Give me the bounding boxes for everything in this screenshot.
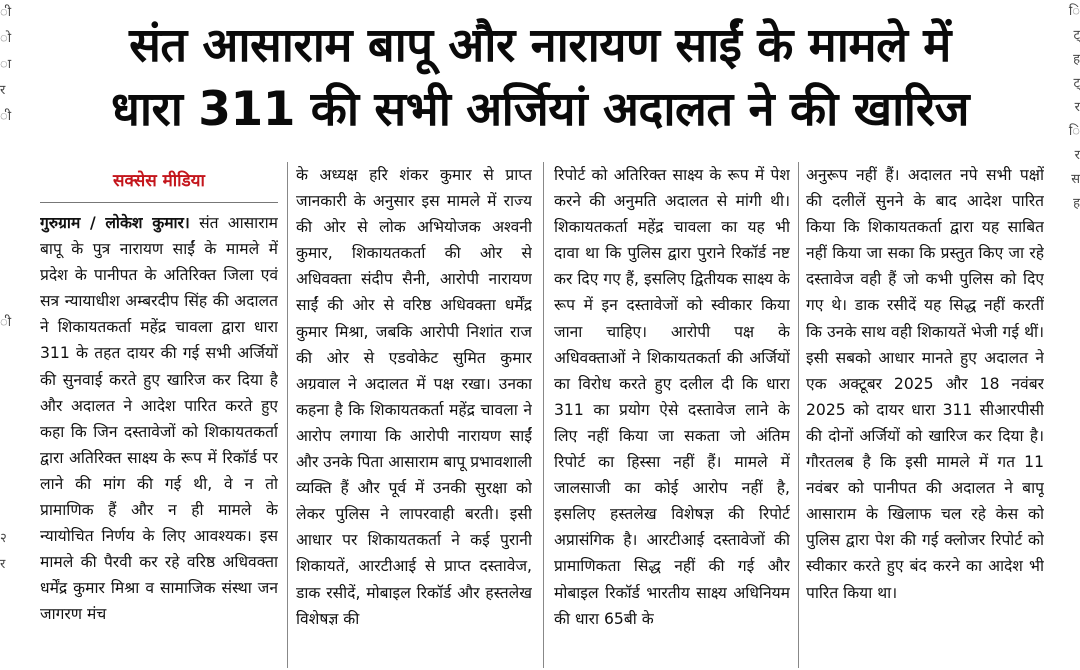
edge-text: र bbox=[0, 557, 6, 572]
column-4-text: अनुरूप नहीं हैं। अदालत नपे सभी पक्षों की दलीलें सुनने के बाद आदेश पारित किया कि शिकायतकर्ता द्वारा यह साबित नहीं किया जा सका कि प्रस्तुत किए जा रहे दस्तावेज वही हैं जो कभी पुलिस को दिए गए थे। डाक रसीदें यह सिद्ध नहीं करतीं कि उनके साथ वही शिकायतें भेजी गई थीं। इसी सबको आधार मानते हुए अदालत ने एक अक्टूबर 2025 और 18 नवंबर 2025 को दायर धारा 311 सीआरपीसी की दोनों अर्जियों को खारिज कर दिया है। गौरतलब है कि इसी मामले में गत 11 नवंबर को पानीपत की अदालत ने बापू आसाराम के खिलाफ चल रहे केस को पुलिस द्वारा पेश की गई क्लोजर रिपोर्ट को स्वीकार करते हुए बंद करने का आदेश भी पारित किया था। bbox=[806, 166, 1044, 602]
column-divider bbox=[287, 162, 288, 668]
edge-text: ो bbox=[0, 31, 12, 46]
edge-text: स bbox=[1071, 172, 1080, 187]
article-headline bbox=[30, 14, 1050, 142]
column-1-text bbox=[40, 210, 278, 628]
column-2-text: के अध्यक्ष हरि शंकर कुमार से प्राप्त जानकारी के अनुसार इस मामले में राज्य की ओर से लोक अभियोजक अश्वनी कुमार, शिकायतकर्ता की ओर से अधिवक्ता संदीप सैनी, आरोपी नारायण साईं की ओर से वरिष्ठ अधिवक्ता धर्मेंद्र कुमार मिश्रा, जबकि आरोपी निशांत राज की ओर से एडवोकेट सुमित कुमार अग्रवाल ने अदालत में पक्ष रखा। उनका कहना है कि शिकायतकर्ता महेंद्र चावला ने आरोप लगाया कि आरोपी नारायण साईं और उनके पिता आसाराम बापू प्रभावशाली व्यक्ति हैं और पूर्व में उनकी सुरक्षा को लेकर पुलिस ने लापरवाही बरती। इसी आधार पर शिकायतकर्ता ने कई पुरानी शिकायतें, आरटीआई से प्राप्त दस्तावेज, डाक रसीदें, मोबाइल रिकॉर्ड और हस्तलेख विशेषज्ञ की bbox=[296, 166, 532, 628]
edge-text: ह bbox=[1073, 196, 1080, 211]
edge-text: २ bbox=[0, 531, 7, 546]
edge-text: ह bbox=[1073, 52, 1080, 67]
headline-line-1: संत आसाराम बापू और नारायण साईं के मामले में bbox=[129, 18, 951, 73]
source-label: सक्सेस मीडिया bbox=[113, 171, 205, 191]
adjacent-article-right-edge bbox=[1058, 0, 1080, 670]
edge-text: ट् bbox=[1073, 76, 1080, 91]
article-column-3 bbox=[554, 162, 790, 668]
article-body bbox=[40, 162, 1050, 668]
article-column-4 bbox=[806, 162, 1044, 668]
column-divider bbox=[543, 162, 544, 668]
edge-text: ट् bbox=[1073, 28, 1080, 43]
headline-line-2: धारा 311 की सभी अर्जियां अदालत ने की खारिज bbox=[110, 82, 970, 137]
edge-text: ि bbox=[1068, 124, 1080, 139]
column-divider bbox=[798, 162, 799, 668]
article-column-1 bbox=[40, 162, 278, 668]
column-3-text: रिपोर्ट को अतिरिक्त साक्ष्य के रूप में पेश करने की अनुमति अदालत से मांगी थी। शिकायतकर्ता महेंद्र चावला का यह भी दावा था कि पुलिस द्वारा पुराने रिकॉर्ड नष्ट कर दिए गए हैं, इसलिए द्वितीयक साक्ष्य के रूप में इन दस्तावेजों को स्वीकार किया जाना चाहिए। आरोपी पक्ष के अधिवक्ताओं ने शिकायतकर्ता की अर्जियों का विरोध करते हुए दलील दी कि धारा 311 का प्रयोग ऐसे दस्तावेज लाने के लिए नहीं किया जा सकता जो अंतिम रिपोर्ट का हिस्सा नहीं हैं। मामले में जालसाजी का कोई आरोप नहीं है, इसलिए हस्तलेख विशेषज्ञ की रिपोर्ट अप्रासंगिक है। आरटीआई दस्तावेजों की प्रामाणिकता सिद्ध नहीं की गई और मोबाइल रिकॉर्ड भारतीय साक्ष्य अधिनियम की धारा 65बी के bbox=[554, 166, 790, 628]
dateline: गुरुग्राम / लोकेश कुमार। bbox=[40, 214, 190, 232]
edge-text: र bbox=[0, 83, 6, 98]
paragraph-text: संत आसाराम बापू के पुत्र नारायण साईं के मामले में प्रदेश के पानीपत के अतिरिक्त जिला एवं सत्र न्यायाधीश अम्बरदीप सिंह की अदालत ने शिकायतकर्ता महेंद्र चावला द्वारा धारा 311 के तहत दायर की गई सभी अर्जियों की सुनवाई करते हुए खारिज कर दिया है और अदालत ने आदेश पारित करते हुए कहा कि जिन दस्तावेजों को शिकायतकर्ता द्वारा अतिरिक्त साक्ष्य के रूप में रिकॉर्ड पर लाने की मांग की गई थी, वे न तो प्रामाणिक हैं और न ही मामले के न्यायोचित निर्णय के लिए आवश्यक। इस मामले की पैरवी कर रहे वरिष्ठ अधिवक्ता धर्मेंद्र कुमार मिश्रा व सामाजिक संस्था जन जागरण मंच bbox=[40, 214, 278, 624]
edge-text: ी bbox=[0, 315, 12, 330]
edge-text: ी bbox=[0, 109, 12, 124]
edge-text: ा bbox=[0, 57, 12, 72]
adjacent-article-left-edge bbox=[0, 0, 22, 670]
edge-text: र bbox=[1074, 100, 1080, 115]
edge-text: ी bbox=[0, 5, 12, 20]
article-column-2 bbox=[296, 162, 532, 668]
edge-text: र bbox=[1074, 148, 1080, 163]
edge-text: ि bbox=[1068, 4, 1080, 19]
source-divider bbox=[40, 202, 278, 203]
